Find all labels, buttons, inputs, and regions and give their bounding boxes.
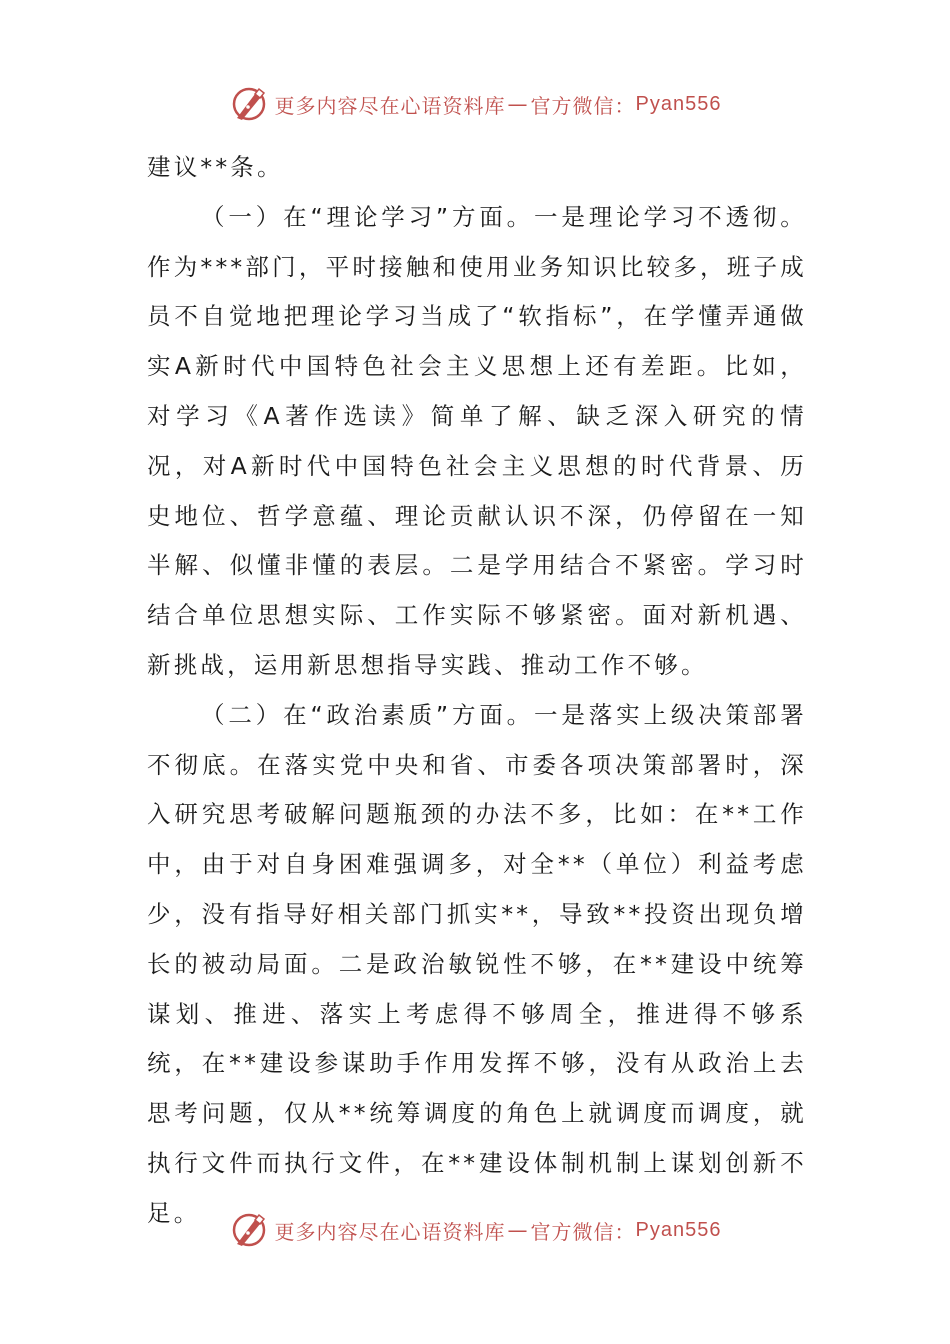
pen-nib-logo-icon — [229, 1210, 269, 1250]
banner-main-text: 更多内容尽在心语资料库 — [274, 1219, 506, 1244]
paragraph-intro-tail: 建议**条。 — [147, 153, 284, 181]
banner-main-text: 更多内容尽在心语资料库 — [274, 93, 506, 118]
banner-wechat-id: Pyan556 — [635, 92, 722, 115]
paragraph-political-quality: （二）在“政治素质”方面。一是落实上级决策部署不彻底。在落实党中央和省、市委各项决策部署时，深入研究思考破解问题瓶颈的办法不多，比如：在**工作中，由于对自身困难强调多，对全**（单位）利益考虑少，没有指导好相关部门抓实**，导致**投资出现负增长的被动局面。二是政治敏锐性不够，在**建设中统筹谋划、推进、落实上考虑得不够周全，推进得不够系统，在**建设参谋助手作用发挥不够，没有从政治上去思考问题，仅从**统筹调度的角色上就调度而调度，就执行文件而执行文件，在**建设体制机制上谋划创新不足。 — [147, 700, 807, 1227]
paragraph-theory-study: （一）在“理论学习”方面。一是理论学习不透彻。作为***部门，平时接触和使用业务知识比较多，班子成员不自觉地把理论学习当成了“软指标”，在学懂弄通做实A新时代中国特色社会主义思想上还有差距。比如，对学习《A著作选读》简单了解、缺乏深入研究的情况，对A新时代中国特色社会主义思想的时代背景、历史地位、哲学意蕴、理论贡献认识不深，仍停留在一知半解、似懂非懂的表层。二是学用结合不紧密。学习时结合单位思想实际、工作实际不够紧密。面对新机遇、新挑战，运用新思想指导实践、推动工作不够。 — [147, 202, 807, 679]
banner-wechat-label: 官方微信： — [530, 93, 636, 118]
banner-separator: — — [507, 92, 529, 116]
footer-banner — [0, 1208, 950, 1252]
document-body — [147, 143, 807, 1239]
pen-nib-logo-icon — [229, 84, 269, 124]
banner-wechat-id: Pyan556 — [635, 1218, 722, 1241]
banner-separator: — — [507, 1218, 529, 1242]
banner-wechat-label: 官方微信： — [530, 1219, 636, 1244]
header-banner — [0, 82, 950, 126]
